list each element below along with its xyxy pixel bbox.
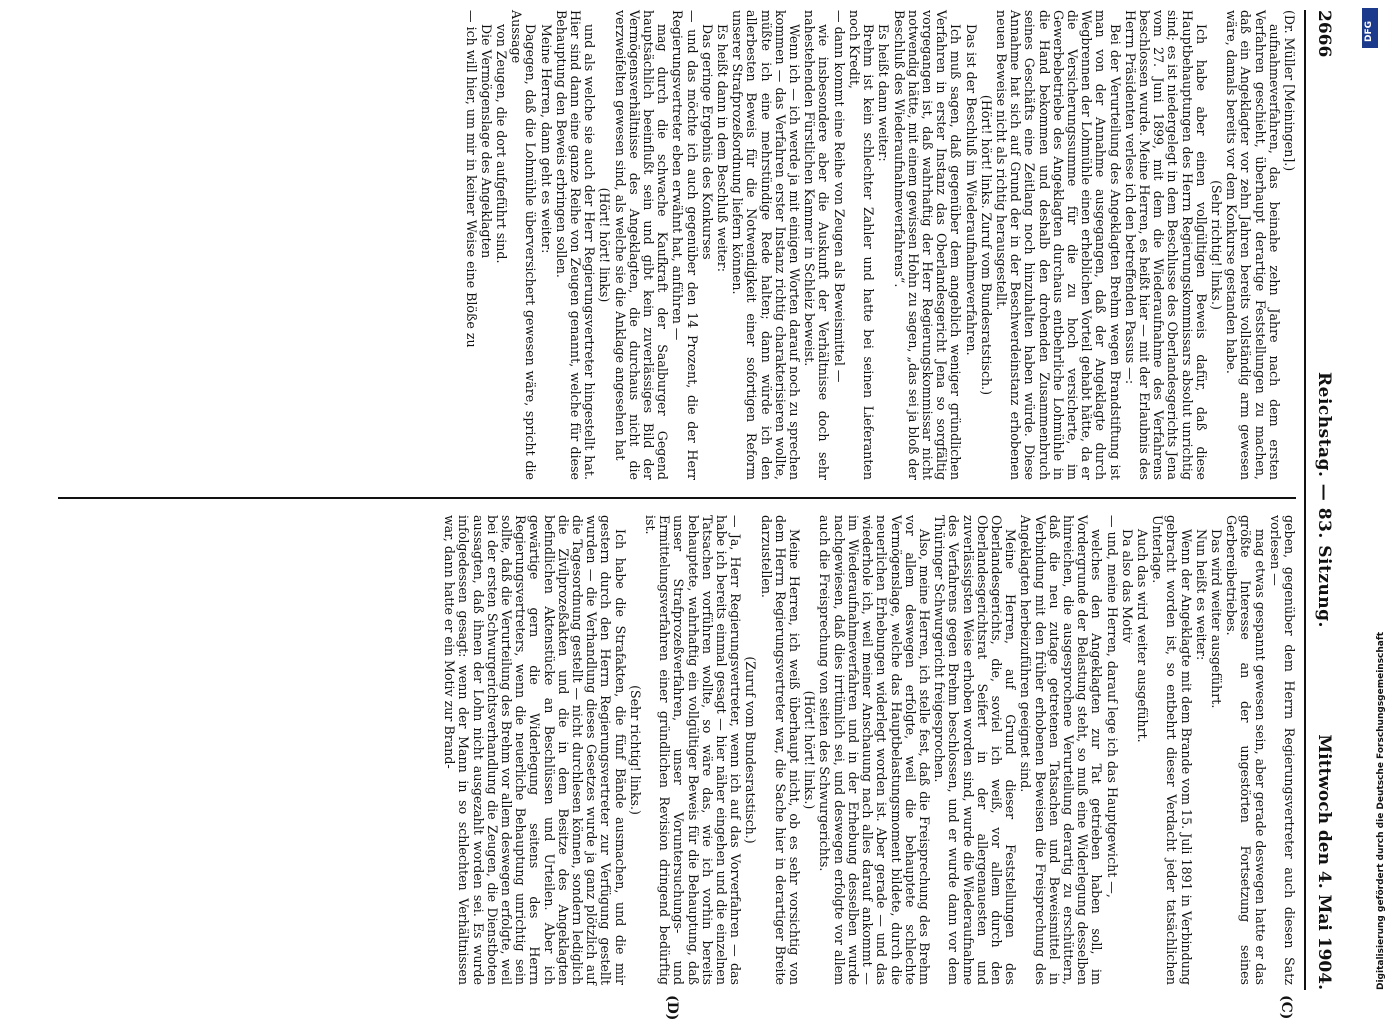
paragraph: Ich habe die Strafakten, die fünf Bände ausmachen, und die mir gestern durch den Herrn Regierungsvertreter zur Verfügung gestellt wurden — die Verhandlung dieses Gesetzes wurde ja ganz plötzlich auf die Tagesordnung gestellt — nicht durchlesen können, sondern lediglich die Zivilprozeßakten und die in dem Besitze des Angeklagten befindlichen Aktenstücke an Beschlüssen und Urteilen. Aber ich gewärtige gern die Widerlegung seitens des Herrn Regierungsvertreters, wenn die neuerliche Behauptung unrichtig sein sollte, daß die Verurteilung des Brehm vor allem deswegen erfolgte, weil bei der ersten Schwurgerichtsverhandlung die Zeugen, die Dienstboten aussagten, daß ihnen der Lohn nicht ausgezahlt worden sei. Es wurde infolgedessen gesagt: wenn der Mann in so schlechten Verhältnissen war, dann hatte er ein Motiv zur Brand- bbox=[442, 515, 628, 985]
paragraph: Meine Herren, dann geht es weiter: bbox=[538, 24, 554, 254]
paragraph: mag etwas gespannt gewesen sein, aber gerade deswegen hatte er das größte Interesse an der ungestörten Fortsetzung seines Gerbereibetriebes. bbox=[1224, 515, 1268, 985]
paragraph: — und, meine Herren, darauf lege ich das Hauptgewicht —, bbox=[1104, 515, 1120, 898]
paragraph: wie insbesondere aber die Auskunft der Verhältnisse doch sehr nahestehenden Fürstlichen Kammer in Schleiz beweist. bbox=[802, 10, 832, 480]
session-date: Mittwoch den 4. Mai 1904. bbox=[1314, 734, 1334, 990]
paragraph: Wenn der Angeklagte mit dem Brande vom 15. Juli 1891 in Verbindung gebracht worden ist, so entbehrt dieser Verdacht jeder tatsächlichen Unterlage. bbox=[1150, 515, 1194, 985]
paragraph: Dagegen, daß die Lohmühle überversichert gewesen wäre, spricht die Aussage bbox=[509, 10, 539, 480]
paragraph: — ich will hier, um mir in keiner Weise eine Blöße zu bbox=[463, 10, 479, 348]
header-rule bbox=[1304, 10, 1306, 990]
paragraph: — Ja, Herr Regierungsvertreter, wenn ich auf das Vorverfahren — das habe ich bereits einmal gesagt — hier näher eingehen und die einzelnen Tatsachen vorführen wollte, so wäre das, wie ich vorhin bereits behauptete, wahrhaftig ein vollgültiger Beweis für die Behauptung, daß unser Strafprozeßverfahren, unser Voruntersuchungs- und Ermittelungsverfahren einer gründlichen Revision dringend bedürftig ist. bbox=[643, 515, 744, 985]
paragraph: — und das möchte ich auch gegenüber den 14 Prozent, die der Herr Regierungsvertreter eben erwähnt hat, anführen — bbox=[670, 10, 700, 480]
paragraph: Brehm ist kein schlechter Zahler und hatte bei seinen Lieferanten noch Kredit, bbox=[846, 10, 877, 480]
paragraph: Wenn ich — ich werde ja mit einigen Worten darauf noch zu sprechen kommen — das Verfahren erster Instanz richtig charakterisieren wollte, müßte ich eine mehrstündige Rede halten; dann würde ich den allerbesten Beweis für die Notwendigkeit einer sofortigen Reform unserer Strafprozeßordnung liefern können. bbox=[730, 10, 803, 480]
page-header bbox=[1300, 10, 1340, 990]
paragraph: Also, meine Herren, ich stelle fest, daß die Freisprechung des Brehm vor allem deswegen erfolgte, weil die behauptete schlechte Vermögenslage, welche das Hauptbelastungsmoment bildete, durch die neuerlichen Erhebungen widerlegt worden ist. Aber gerade — und das wiederhole ich, weil meiner Anschauung nach alles darauf ankommt — im Wiederaufnahmeverfahren und in der Erhebung desselben wurde nachgewiesen, daß dies irrtümlich sei, und deswegen erfolgte vor allem auch die Freisprechung von seiten des Schwurgerichts. bbox=[817, 515, 932, 985]
paragraph: — dann kommt eine Reihe von Zeugen als Beweismittel — bbox=[831, 10, 847, 383]
paragraph: aufnahmeverfahren, das beinahe zehn Jahre nach dem ersten Verfahren geschieht, überhaupt derartige Feststellungen zu machen, daß ein Angeklagter vor zehn Jahren bereits vollständig arm gewesen wäre, damals bereits vor dem Konkurse gestanden habe. bbox=[1224, 10, 1282, 480]
left-column bbox=[50, 10, 1296, 480]
page-number: 2666 bbox=[1314, 10, 1334, 58]
paragraph: Die Vermögenslage des Angeklagten bbox=[478, 24, 494, 259]
page-title: Reichstag. — 83. Sitzung. bbox=[1314, 372, 1334, 628]
paragraph: (Hört! hört! links) bbox=[597, 187, 613, 303]
digitization-credit bbox=[1356, 0, 1386, 1000]
margin-marker-c: (C) bbox=[1278, 995, 1294, 1020]
credit-text: Digitalisierung gefördert durch die Deutsche Forschungsgemeinschaft bbox=[1376, 631, 1386, 990]
paragraph: Das ist der Beschluß im Wiederaufnahmeverfahren. bbox=[963, 24, 979, 356]
paragraph: Auch das wird weiter ausgeführt. bbox=[1134, 529, 1150, 743]
paragraph: Da also das Motiv bbox=[1119, 529, 1135, 643]
margin-marker-d: (D) bbox=[664, 995, 680, 1020]
paragraph: (Hört! hört! links. Zuruf vom Bundesratstisch.) bbox=[978, 94, 994, 396]
paragraph: Ich habe aber einen vollgültigen Beweis dafür, daß diese Hauptbehauptungen des Herrn Regierungskommissars absolut unrichtig sind; es ist niedergelegt in dem Beschlusse des Oberlandesgerichts Jena vom 27. Juni 1899, mit dem die Wiederaufnahme des Verfahrens beschlossen wurde. Meine Herren, es heißt hier — mit der Erlaubnis des Herrn Präsidenten verlese ich den betreffenden Passus —: bbox=[1122, 10, 1209, 480]
paragraph: Es heißt dann weiter: bbox=[876, 24, 892, 162]
paragraph: mag durch die schwache Kaufkraft der Saalburger Gegend hauptsächlich beeinflußt sein und gibt kein zuverlässiges Bild der Vermögensverhältnisse des Angeklagten, die durchaus nicht die verzweifelten gewesen sind, als welche sie die Anklage angesehen hat bbox=[612, 10, 671, 480]
dfg-logo-text: DFG bbox=[1364, 20, 1374, 42]
rotated-text-block bbox=[50, 10, 1340, 1020]
right-column bbox=[50, 515, 1296, 985]
paragraph: (Sehr richtig! links.) bbox=[627, 685, 643, 815]
paragraph: Es heißt dann in dem Beschluß weiter: bbox=[715, 24, 731, 273]
paragraph: (Dr. Müller [Meiningen].) bbox=[1282, 10, 1297, 172]
paragraph: Nun heißt es weiter: bbox=[1193, 529, 1209, 661]
paragraph: Das geringe Ergebnis des Konkurses bbox=[699, 24, 715, 260]
paragraph: Ich muß sagen, daß gegenüber dem angeblich weniger gründlichen Verfahren in erster Instanz das Oberlandesgericht Jena so sorgfältig vorgegangen ist, daß wahrhaftig der Herr Regierungskommissar nicht notwendig hätte, mit einem gewissen Hohn zu sagen, „das sei ja bloß der Beschluß des Wiederaufnahmeverfahrens“. bbox=[891, 10, 964, 480]
paragraph: und als welche sie auch der Herr Regierungsvertreter hingestellt hat. Hier sind dann eine ganze Reihe von Zeugen genannt, welche für diese Behauptung den Beweis erbringen sollen. bbox=[553, 10, 598, 480]
paragraph: von Zeugen, die dort aufgeführt sind. bbox=[494, 24, 510, 264]
paragraph: (Zuruf vom Bundesratstisch.) bbox=[743, 656, 759, 844]
paragraph: (Sehr richtig! links.) bbox=[1208, 180, 1224, 310]
paragraph: (Hört! hört! links.) bbox=[802, 690, 818, 810]
paragraph: Das wird weiter ausgeführt. bbox=[1208, 529, 1224, 709]
paragraph: Meine Herren, ich weiß überhaupt nicht, ob es sehr vorsichtig von dem Herrn Regierungsvertreter war, die Sache hier in derartiger Breite darzustellen. bbox=[758, 515, 803, 985]
paragraph: Bei der Verurteilung des Angeklagten Brehm wegen Brandstiftung ist man von der Annahme ausgegangen, daß der Angeklagte durch Wegbrennen der Lohmühle einen erheblichen Vorteil gehabt hätte, da er die Versicherungssumme für die zu hoch versicherte, im Gewerbebetriebe des Angeklagten durchaus entbehrliche Lohmühle in die Hand bekommen und deshalb den drohenden Zusammenbruch seines Geschäfts eine Zeitlang noch hinzuhalten haben würde. Diese Annahme hat sich auf Grund der in der Beschwerdeinstanz erhobenen neuen Beweise nicht als richtig herausgestellt. bbox=[993, 10, 1123, 480]
paragraph: Meine Herren, auf Grund dieser Feststellungen des Oberlandesgerichts, die, soviel ich weiß, vor allem durch den Oberlandesgerichtsrat Seifert in der allergenauesten und zuverlässigsten Weise erhoben worden sind, wurde die Wiederaufnahme des Verfahrens gegen Brehm beschlossen, und er wurde dann vor dem Thüringer Schwurgericht freigesprochen. bbox=[932, 515, 1019, 985]
paragraph: welches den Angeklagten zur Tat getrieben haben soll, im Vordergrunde der Belastung steht, so muß eine Widerlegung desselben hinreichen, die ausgesprochene Verurteilung derartig zu erschüttern, daß die neu zutage getretenen Tatsachen und Beweismittel in Verbindung mit den früher erhobenen Beweisen die Freisprechung des Angeklagten herbeizuführen geeignet sind. bbox=[1018, 515, 1105, 985]
paragraph: geben, gegenüber dem Herrn Regierungsvertreter auch diesen Satz vorlesen — bbox=[1267, 515, 1297, 985]
column-divider bbox=[58, 497, 1296, 499]
